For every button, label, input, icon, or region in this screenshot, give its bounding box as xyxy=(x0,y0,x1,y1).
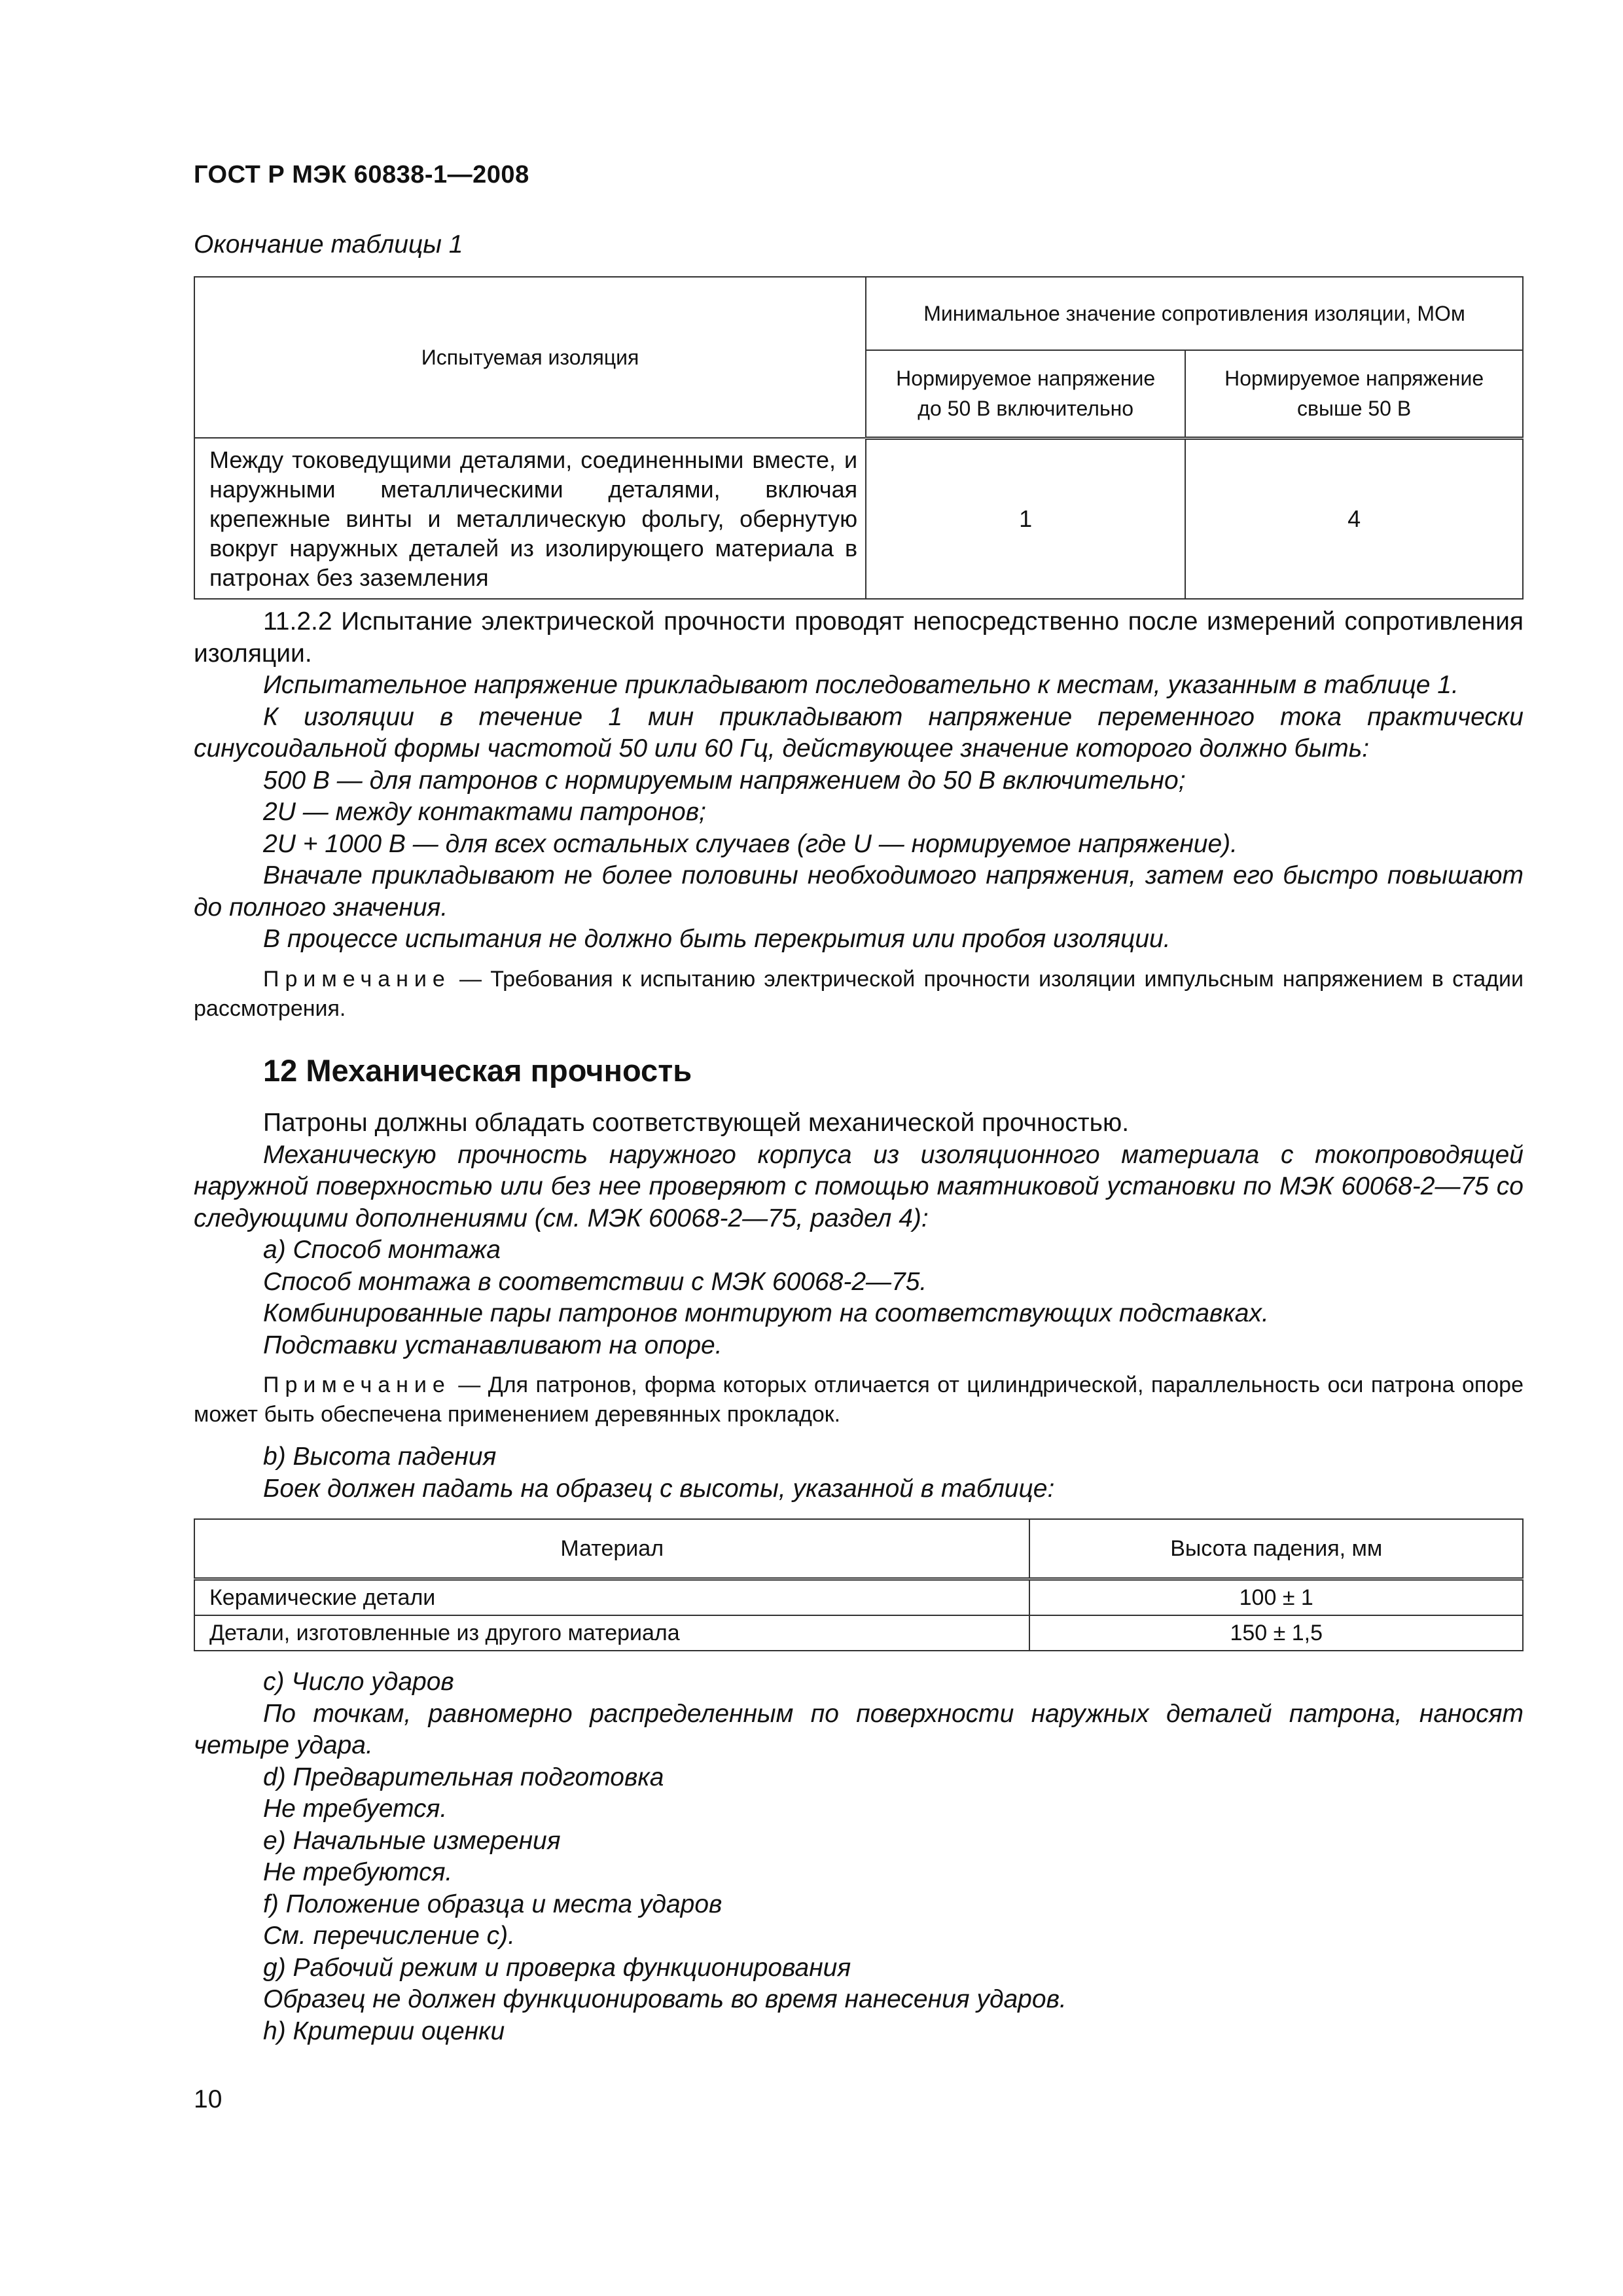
col-height-header: Высота падения, мм xyxy=(1029,1519,1523,1579)
paragraph: Патроны должны обладать соответствующей механической прочностью. xyxy=(263,1109,1130,1137)
paragraph: Вначале прикладывают не более половины необходимого напряжения, затем его быстро повышают до полного значения. xyxy=(194,861,1524,922)
list-item-c: c) Число ударов xyxy=(263,1668,454,1696)
paragraph: 500 В — для патронов с нормируемым напряжением до 50 В включительно; xyxy=(263,766,1186,795)
section-11-2-2 xyxy=(194,606,1524,1024)
list-item-d: d) Предварительная подготовка xyxy=(263,1763,664,1791)
page-number: 10 xyxy=(194,2085,223,2113)
table-cell-low-value: 1 xyxy=(866,438,1185,599)
list-item-a: a) Способ монтажа xyxy=(263,1236,501,1264)
paragraph: К изоляции в течение 1 мин прикладывают напряжение переменного тока практически синусоидальной формы частотой 50 или 60 Гц, действующее значение которого должно быть: xyxy=(194,702,1524,762)
table-cell-height: 150 ± 1,5 xyxy=(1029,1615,1523,1651)
col-low-voltage-header: Нормируемое напряжение до 50 В включительно xyxy=(866,350,1185,438)
paragraph: 2U + 1000 В — для всех остальных случаев (где U — нормируемое напряжение). xyxy=(263,829,1238,858)
paragraph: Не требуются. xyxy=(263,1858,453,1886)
paragraph: Испытательное напряжение прикладывают последовательно к местам, указанным в таблице 1. xyxy=(263,671,1459,699)
list-item-b: b) Высота падения xyxy=(263,1443,497,1471)
table-cell-height: 100 ± 1 xyxy=(1029,1579,1523,1616)
table-cell-material: Керамические детали xyxy=(194,1579,1029,1616)
insulation-resistance-table xyxy=(194,276,1524,600)
drop-height-table xyxy=(194,1518,1524,1651)
note xyxy=(194,965,1524,1024)
paragraph: Механическую прочность наружного корпуса из изоляционного материала с токопроводящей наружной поверхностью или без нее проверяют с помощью маятниковой установки по МЭК 60068-2—75 со следующими дополнениями (см. МЭК 60068-2—75, раздел 4): xyxy=(194,1140,1524,1232)
col-material-header: Материал xyxy=(194,1519,1029,1579)
table1-caption: Окончание таблицы 1 xyxy=(194,230,463,259)
table-row xyxy=(194,1615,1523,1651)
paragraph: По точкам, равномерно распределенным по поверхности наружных деталей патрона, наносят четыре удара. xyxy=(194,1699,1524,1759)
table-row xyxy=(194,1579,1523,1616)
col-insulation-header: Испытуемая изоляция xyxy=(194,277,866,438)
paragraph: Не требуется. xyxy=(263,1795,448,1823)
paragraph: 11.2.2 Испытание электрической прочности проводят непосредственно после измерений сопротивления изоляции. xyxy=(194,607,1524,668)
table-cell-high-value: 4 xyxy=(1185,438,1523,599)
list-item-g: g) Рабочий режим и проверка функционирования xyxy=(263,1953,851,1982)
note-label: Примечание xyxy=(263,1372,451,1397)
col-high-voltage-header: Нормируемое напряжение свыше 50 В xyxy=(1185,350,1523,438)
paragraph: В процессе испытания не должно быть перекрытия или пробоя изоляции. xyxy=(263,925,1171,953)
table-cell-material: Детали, изготовленные из другого материала xyxy=(194,1615,1029,1651)
paragraph: Комбинированные пары патронов монтируют на соответствующих подставках. xyxy=(263,1299,1269,1327)
paragraph: 2U — между контактами патронов; xyxy=(263,798,706,826)
col-resistance-group-header: Минимальное значение сопротивления изоляции, МОм xyxy=(866,277,1523,350)
table-cell-insulation: Между токоведущими деталями, соединенными вместе, и наружными металлическими деталями, включая крепежные винты и металлическую фольгу, обернутую вокруг наружных деталей из изолирующего материала в патронах без заземления xyxy=(194,438,866,599)
note-text: — Требования к испытанию электрической прочности изоляции импульсным напряжением в стадии рассмотрения. xyxy=(194,966,1524,1021)
paragraph: Способ монтажа в соответствии с МЭК 60068-2—75. xyxy=(263,1267,927,1296)
list-item-e: e) Начальные измерения xyxy=(263,1826,561,1855)
note-text: — Для патронов, форма которых отличается от цилиндрической, параллельность оси патрона опоре может быть обеспечена применением деревянных прокладок. xyxy=(194,1372,1524,1427)
section-12-body xyxy=(194,1107,1524,1505)
document-id: ГОСТ Р МЭК 60838-1—2008 xyxy=(194,161,529,188)
section-heading: 12 Механическая прочность xyxy=(263,1053,692,1088)
note-label: Примечание xyxy=(263,966,451,992)
note xyxy=(194,1371,1524,1429)
paragraph: Подставки устанавливают на опоре. xyxy=(263,1331,722,1359)
list-item-h: h) Критерии оценки xyxy=(263,2017,505,2045)
list-item-f: f) Положение образца и места ударов xyxy=(263,1890,722,1918)
section-12 xyxy=(194,1055,1524,1087)
paragraph: Боек должен падать на образец с высоты, указанной в таблице: xyxy=(263,1474,1055,1503)
section-12-continued xyxy=(194,1666,1524,2047)
paragraph: См. перечисление c). xyxy=(263,1922,515,1950)
paragraph: Образец не должен функционировать во время нанесения ударов. xyxy=(263,1985,1067,2013)
